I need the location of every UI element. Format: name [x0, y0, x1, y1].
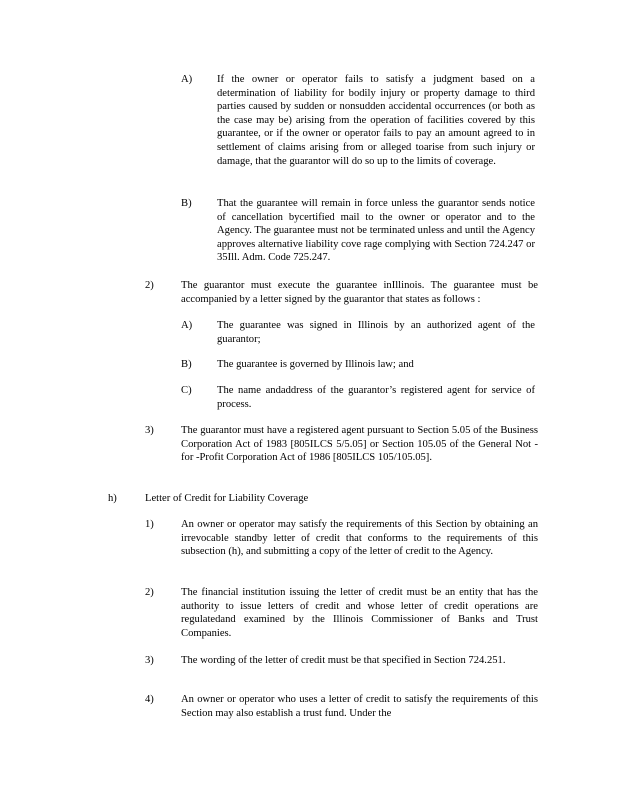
- item-marker: 2): [145, 280, 154, 291]
- item-marker: 2): [145, 587, 154, 598]
- item-marker: A): [181, 74, 193, 85]
- item-text: The guarantor must have a registered agent pursuant to Section 5.05 of the Business Corporation Act of 1983 [805ILCS 5/5.05] or Section 105.05 of the General Not -for -Profit Corporation Act of 1986 [805ILCS 105/105.05].: [181, 425, 538, 464]
- item-text: The financial institution issuing the letter of credit must be an entity that has the authority to issue letters of credit and whose letter of credit operations are regulatedand examined by the Illinois Commissioner of Banks and Trust Companies.: [181, 587, 538, 639]
- item-text: The name andaddress of the guarantor’s registered agent for service of process.: [217, 385, 535, 410]
- item-marker: B): [181, 359, 192, 370]
- item-marker: A): [181, 320, 193, 331]
- item-marker: C): [181, 385, 192, 396]
- item-text: If the owner or operator fails to satisfy a judgment based on a determination of liability for bodily injury or property damage to third parties caused by sudden or nonsudden accidental occurrences (or both as the case may be) arising from the operation of facilities covered by this guarantee, or if the owner or operator fails to pay an amount agreed to in settlement of claims arising from or alleged toarise from such injury or damage, that the guarantor will do so up to the limits of coverage.: [217, 74, 535, 167]
- item-marker: 4): [145, 694, 154, 705]
- item-marker: B): [181, 198, 192, 209]
- section-title: Letter of Credit for Liability Coverage: [145, 493, 309, 504]
- item-text: The guarantee is governed by Illinois law; and: [217, 359, 414, 370]
- item-marker: 3): [145, 655, 154, 666]
- item-text: The wording of the letter of credit must be that specified in Section 724.251.: [181, 655, 506, 666]
- item-marker: 3): [145, 425, 154, 436]
- item-marker: h): [108, 493, 117, 504]
- item-marker: 1): [145, 519, 154, 530]
- item-text: The guarantor must execute the guarantee inIllinois. The guarantee must be accompanied by a letter signed by the guarantor that states as follows :: [181, 280, 538, 305]
- item-text: An owner or operator may satisfy the requirements of this Section by obtaining an irrevocable standby letter of credit that conforms to the requirements of this subsection (h), and submitting a copy of the letter of credit to the Agency.: [181, 519, 538, 558]
- item-text: The guarantee was signed in Illinois by an authorized agent of the guarantor;: [217, 320, 535, 345]
- item-text: An owner or operator who uses a letter of credit to satisfy the requirements of this Section may also establish a trust fund. Under the: [181, 694, 538, 719]
- item-text: That the guarantee will remain in force unless the guarantor sends notice of cancellation bycertified mail to the owner or operator and to the Agency. The guarantee must not be terminated unless and until the Agency approves alternative liability cove rage complying with Section 724.247 or 35Ill. Adm. Code 725.247.: [217, 198, 535, 264]
